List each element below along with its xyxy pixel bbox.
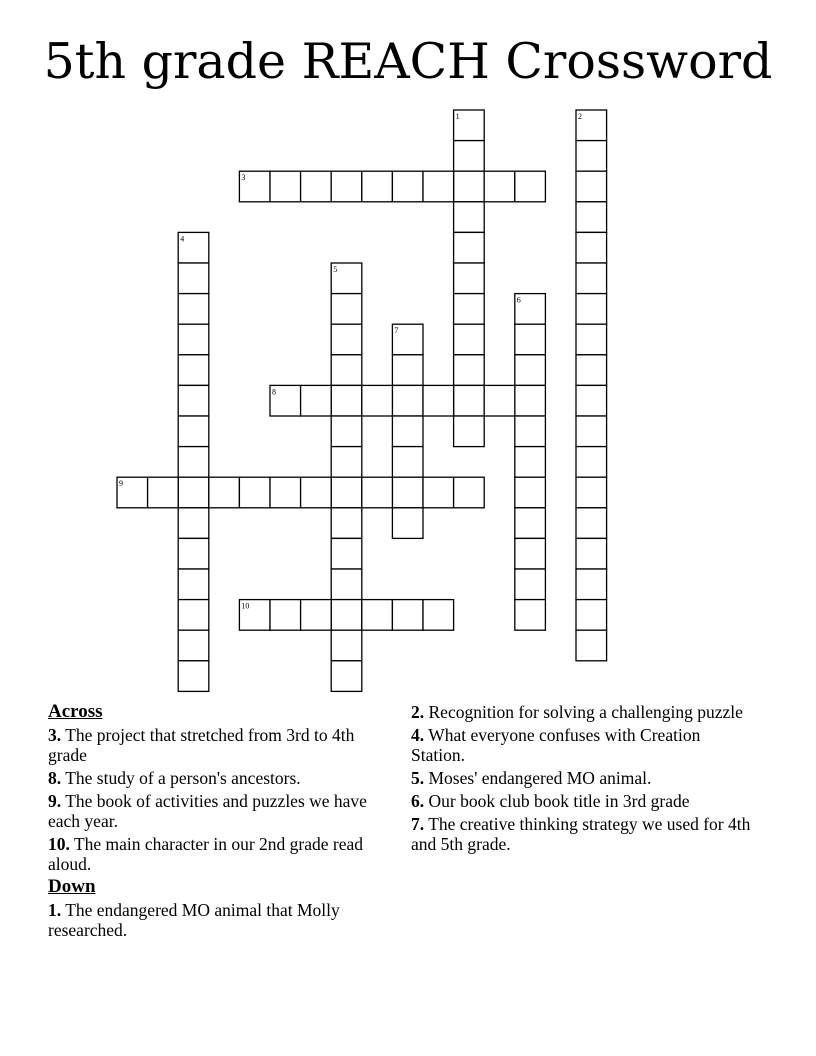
grid-cell[interactable]: [331, 416, 362, 447]
grid-cell[interactable]: [331, 385, 362, 416]
grid-cell[interactable]: [576, 385, 607, 416]
clue-number-label: 8: [272, 387, 276, 397]
grid-cell[interactable]: [392, 171, 423, 202]
grid-cell[interactable]: [331, 355, 362, 386]
grid-cell[interactable]: [423, 477, 454, 508]
grid-cell[interactable]: [331, 508, 362, 539]
clues-right-column: [411, 702, 751, 857]
clue-number: 10.: [48, 834, 70, 854]
down-heading: Down: [48, 876, 96, 897]
grid-cell[interactable]: [362, 385, 393, 416]
grid-cell[interactable]: [423, 171, 454, 202]
across-heading: Across: [48, 701, 103, 722]
grid-cell[interactable]: [576, 508, 607, 539]
grid-cell[interactable]: [454, 141, 485, 172]
grid-cell[interactable]: [576, 416, 607, 447]
page-title: 5th grade REACH Crossword: [43, 33, 773, 90]
grid-cell[interactable]: [392, 416, 423, 447]
grid-cell[interactable]: [178, 630, 209, 661]
grid-cell[interactable]: [454, 171, 485, 202]
grid-cell[interactable]: [270, 600, 301, 631]
grid-cell[interactable]: [178, 600, 209, 631]
clue-item: [411, 725, 751, 765]
grid-cell[interactable]: [454, 263, 485, 294]
grid-cell[interactable]: [454, 385, 485, 416]
grid-cell[interactable]: [331, 538, 362, 569]
grid-cell[interactable]: [454, 232, 485, 263]
grid-cell[interactable]: [576, 324, 607, 355]
grid-cell[interactable]: [515, 569, 546, 600]
grid-cell[interactable]: [331, 477, 362, 508]
grid-cell[interactable]: [454, 324, 485, 355]
clue-number: 5.: [411, 768, 425, 788]
grid-cell[interactable]: [178, 385, 209, 416]
grid-cell[interactable]: [362, 477, 393, 508]
grid-cell[interactable]: [454, 294, 485, 325]
grid-cell[interactable]: [484, 171, 515, 202]
grid-cell[interactable]: [515, 416, 546, 447]
grid-cell[interactable]: [515, 477, 546, 508]
grid-cell[interactable]: [392, 477, 423, 508]
grid-cell[interactable]: [576, 232, 607, 263]
clue-item: [411, 768, 751, 788]
grid-cell[interactable]: [515, 171, 546, 202]
grid-cell[interactable]: [301, 600, 332, 631]
clue-number: 4.: [411, 725, 425, 745]
grid-cell[interactable]: [270, 477, 301, 508]
grid-cell[interactable]: [454, 355, 485, 386]
grid-cell[interactable]: [178, 324, 209, 355]
grid-cell[interactable]: [454, 416, 485, 447]
clue-text: The endangered MO animal that Molly researched.: [48, 900, 340, 940]
grid-cell[interactable]: [576, 263, 607, 294]
clue-number: 7.: [411, 814, 425, 834]
grid-cell[interactable]: [576, 600, 607, 631]
grid-cell[interactable]: [209, 477, 240, 508]
grid-cell[interactable]: [148, 477, 179, 508]
clue-number: 2.: [411, 702, 425, 722]
clue-number-label: 3: [241, 173, 246, 183]
clue-text: The study of a person's ancestors.: [65, 768, 301, 788]
clue-number-label: 4: [180, 234, 185, 244]
grid-cell[interactable]: [454, 477, 485, 508]
grid-cell[interactable]: [178, 355, 209, 386]
grid-cell[interactable]: [392, 447, 423, 478]
clue-number: 8.: [48, 768, 62, 788]
grid-cell[interactable]: [301, 477, 332, 508]
grid-cell[interactable]: [576, 630, 607, 661]
grid-cell[interactable]: [331, 324, 362, 355]
grid-cell[interactable]: [331, 171, 362, 202]
grid-cell[interactable]: [331, 600, 362, 631]
grid-cell[interactable]: [515, 600, 546, 631]
grid-cell[interactable]: [454, 202, 485, 233]
grid-cell[interactable]: [576, 447, 607, 478]
clue-item: [411, 791, 751, 811]
grid-cell[interactable]: [239, 477, 270, 508]
clue-number-label: 5: [333, 265, 338, 274]
grid-cell[interactable]: [576, 355, 607, 386]
grid-cell[interactable]: [515, 447, 546, 478]
grid-cell[interactable]: [484, 385, 515, 416]
grid-cell[interactable]: [576, 171, 607, 202]
grid-cell[interactable]: [392, 385, 423, 416]
grid-cell[interactable]: [576, 141, 607, 172]
grid-cell[interactable]: [178, 263, 209, 294]
grid-cell[interactable]: [178, 508, 209, 539]
grid-cell[interactable]: [178, 661, 209, 692]
grid-cell[interactable]: [178, 447, 209, 478]
grid-cell[interactable]: [515, 324, 546, 355]
clue-text: Our book club book title in 3rd grade: [428, 791, 690, 811]
grid-cell[interactable]: [178, 538, 209, 569]
across-clue-list: [48, 725, 383, 874]
grid-cell[interactable]: [270, 171, 301, 202]
grid-cell[interactable]: [576, 294, 607, 325]
clue-item: [48, 725, 383, 765]
grid-cell[interactable]: [331, 447, 362, 478]
grid-cell[interactable]: [576, 477, 607, 508]
clues-left-column: [48, 702, 383, 943]
grid-cell[interactable]: [178, 569, 209, 600]
clue-item: [48, 900, 383, 940]
clue-text: The book of activities and puzzles we have each year.: [48, 791, 367, 831]
clue-text: The main character in our 2nd grade read aloud.: [48, 834, 364, 874]
grid-cell[interactable]: [515, 508, 546, 539]
grid-cell[interactable]: [301, 385, 332, 416]
clue-number-label: 9: [119, 479, 123, 489]
down-clue-list: [48, 900, 383, 940]
clue-text: Moses' endangered MO animal.: [428, 768, 652, 788]
clue-item: [411, 814, 751, 854]
clue-text: The project that stretched from 3rd to 4th grade: [48, 725, 355, 765]
clue-number-label: 10: [241, 601, 250, 611]
grid-cell[interactable]: [331, 661, 362, 692]
grid-cell[interactable]: [362, 600, 393, 631]
grid-cell[interactable]: [423, 385, 454, 416]
grid-cell[interactable]: [178, 416, 209, 447]
clue-number-label: 7: [394, 326, 399, 336]
clue-number: 1.: [48, 900, 62, 920]
grid-cell[interactable]: [178, 294, 209, 325]
grid-cell[interactable]: [576, 202, 607, 233]
clue-item: [48, 834, 383, 874]
clue-text: Recognition for solving a challenging puzzle: [428, 702, 743, 722]
grid-cell[interactable]: [392, 508, 423, 539]
grid-cell[interactable]: [331, 569, 362, 600]
grid-cell[interactable]: [423, 600, 454, 631]
grid-cell[interactable]: [576, 538, 607, 569]
clue-number-label: 6: [516, 295, 521, 305]
grid-cell[interactable]: [515, 355, 546, 386]
clue-item: [48, 768, 383, 788]
clue-number-label: 2: [578, 112, 582, 121]
clue-item: [48, 791, 383, 831]
grid-cell[interactable]: [515, 385, 546, 416]
grid-cell[interactable]: [301, 171, 332, 202]
grid-cell[interactable]: [392, 600, 423, 631]
grid-cell[interactable]: [515, 538, 546, 569]
grid-cell[interactable]: [331, 294, 362, 325]
grid-cell[interactable]: [392, 355, 423, 386]
grid-cell[interactable]: [178, 477, 209, 508]
clue-number-label: 1: [455, 112, 460, 121]
clue-number: 3.: [48, 725, 62, 745]
grid-cell[interactable]: [362, 171, 393, 202]
clue-number: 9.: [48, 791, 62, 811]
clue-item: [411, 702, 751, 722]
grid-cell[interactable]: [576, 569, 607, 600]
down-clue-list-continued: [411, 702, 751, 854]
clue-text: The creative thinking strategy we used for 4th and 5th grade.: [411, 814, 751, 854]
grid-cell[interactable]: [331, 630, 362, 661]
clue-text: What everyone confuses with Creation Station.: [411, 725, 701, 765]
clue-number: 6.: [411, 791, 425, 811]
